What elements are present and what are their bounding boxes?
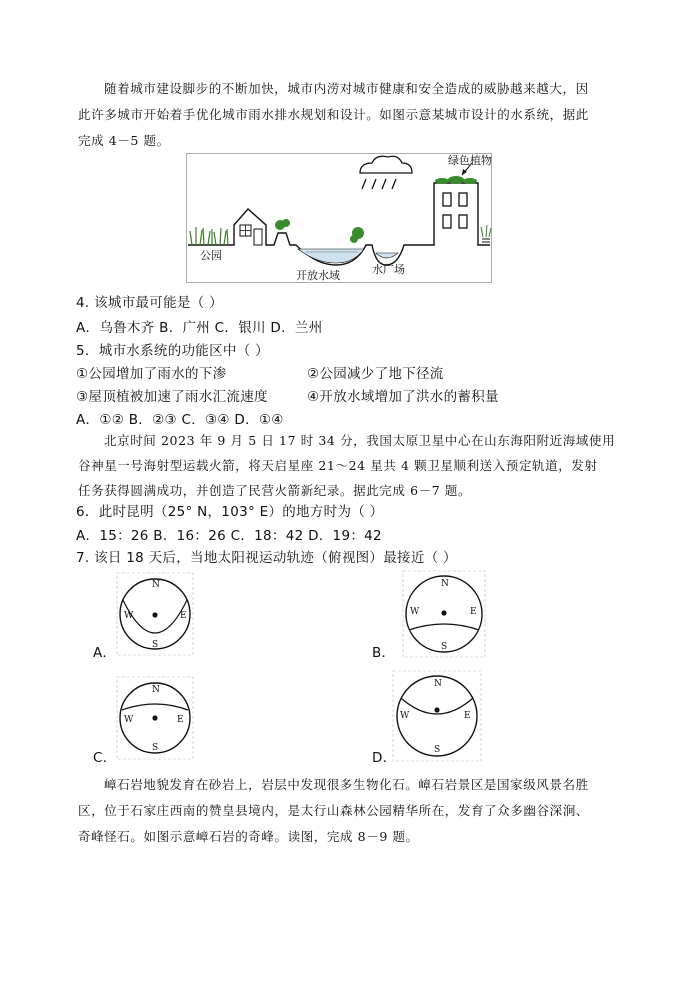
water-system-figure (186, 153, 492, 283)
label-north: N (152, 580, 160, 590)
sun-path-arc (409, 624, 479, 630)
intro-3-line-3: 奇峰怪石。如图示意嶂石岩的奇峰。读图，完成 8－9 题。 (78, 829, 419, 844)
question-6-stem: 6．此时昆明（25° N，103° E）的地方时为（ ） (76, 504, 384, 520)
intro-1-line-2: 此许多城市开始着手优化城市雨水排水规划和设计。如图示意某城市设计的水系统，据此 (78, 107, 589, 122)
intro-1-line-1: 随着城市建设脚步的不断加快，城市内涝对城市健康和安全造成的威胁越来越大，因 (104, 81, 589, 96)
sun-path-diagram-d (392, 670, 482, 762)
label-west: W (410, 607, 420, 617)
label-north: N (441, 579, 449, 589)
label-west: W (124, 611, 134, 621)
label-north: N (434, 679, 442, 689)
intro-2-line-3: 任务获得圆满成功，并创造了民营火箭新纪录。据此完成 6－7 题。 (78, 483, 472, 498)
sun-path-diagram-c (116, 676, 194, 760)
intro-3-line-2: 区，位于石家庄西南的赞皇县境内，是太行山森林公园精华所在，发育了众多幽谷深涧、 (78, 803, 589, 818)
question-6-options: A．15：26 B．16：26 C．18：42 D．19：42 (76, 528, 382, 544)
label-east: E (464, 711, 471, 721)
label-south: S (434, 745, 441, 755)
intro-paragraph-1 (78, 76, 633, 154)
park-grass (190, 227, 228, 245)
label-green-plants: 绿色植物 (448, 154, 492, 167)
choice-d-letter: D． (372, 750, 397, 766)
intro-2-line-1: 北京时间 2023 年 9 月 5 日 17 时 34 分，我国太原卫星中心在山东海阳附近海域使用 (104, 433, 616, 448)
observer-dot (434, 707, 439, 712)
label-south: S (152, 640, 159, 650)
intro-paragraph-3 (78, 772, 633, 850)
observer-dot (441, 610, 446, 615)
question-5-statement-4: ④开放水域增加了洪水的蓄积量 (307, 389, 499, 405)
label-north: N (152, 685, 160, 695)
water-square-pool (376, 253, 398, 258)
label-west: W (400, 711, 410, 721)
question-5-statement-3: ③屋顶植被加速了雨水汇流速度 (76, 389, 268, 405)
choice-c-letter: C． (93, 750, 117, 766)
label-west: W (124, 715, 134, 725)
house-door (254, 229, 262, 245)
label-south: S (441, 642, 448, 652)
label-south: S (152, 743, 159, 753)
intro-paragraph-2 (78, 428, 633, 503)
label-east: E (177, 715, 184, 725)
question-5-stem: 5．城市水系统的功能区中（ ） (76, 343, 269, 359)
planter-grass (481, 225, 491, 237)
intro-2-line-2: 谷神星一号海射型运载火箭，将天启星座 21～24 星共 4 颗卫星顺利送入预定轨道，发射 (78, 458, 598, 473)
open-water (298, 249, 364, 263)
label-water-square: 水广场 (372, 263, 405, 276)
question-7-stem: 7. 该日 18 天后，当地太阳视运动轨迹（俯视图）最接近（ ） (76, 550, 457, 566)
cloud (360, 156, 412, 173)
question-5-options: A．①② B．②③ C．③④ D．①④ (76, 412, 284, 428)
sun-path-arc (122, 704, 188, 710)
question-4-stem: 4. 该城市最可能是（ ） (76, 295, 223, 311)
intro-3-line-1: 嶂石岩地貌发育在砂岩上，岩层中发现很多生物化石。嶂石岩景区是国家级风景名胜 (104, 777, 589, 792)
question-5-statement-1: ①公园增加了雨水的下渗 (76, 366, 227, 382)
building-windows (443, 193, 467, 228)
observer-dot (152, 612, 157, 617)
intro-1-line-3: 完成 4－5 题。 (78, 133, 170, 148)
label-east: E (470, 607, 477, 617)
sun-path-diagram-b (402, 570, 486, 658)
sun-path-diagram-a (116, 572, 194, 656)
question-4-options: A．乌鲁木齐 B．广州 C．银川 D．兰州 (76, 320, 323, 336)
planter (482, 239, 490, 245)
label-open-water: 开放水域 (296, 269, 340, 282)
choice-b-letter: B． (372, 645, 396, 661)
roof-plants (435, 176, 477, 184)
question-5-statement-2: ②公园减少了地下径流 (307, 366, 444, 382)
choice-a-letter: A． (93, 645, 117, 661)
rain (362, 179, 396, 189)
observer-dot (152, 715, 157, 720)
label-east: E (180, 611, 187, 621)
label-park: 公园 (200, 249, 222, 262)
